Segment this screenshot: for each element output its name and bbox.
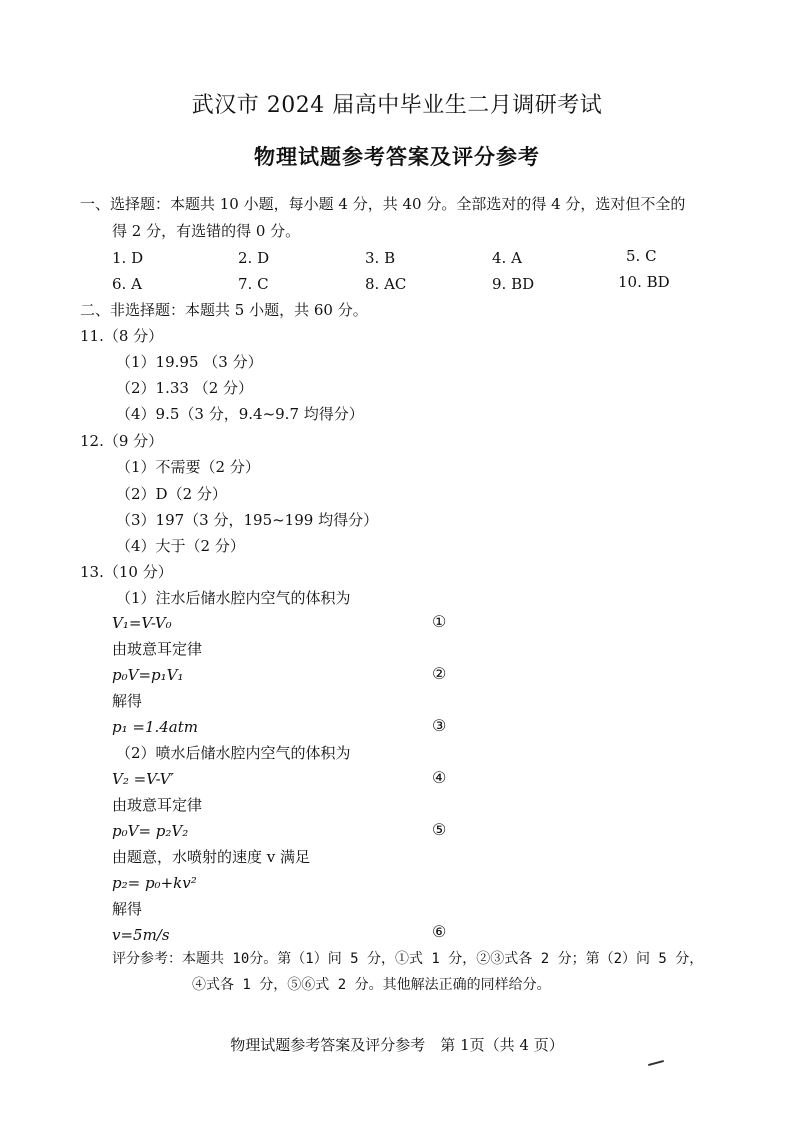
answer-3: 3. B	[365, 249, 396, 267]
scoring-note-line1: 评分参考：本题共 10分。第（1）问 5 分，①式 1 分，②③式各 2 分；第（2）问 5 分，	[112, 951, 704, 967]
q11-line: （1）19.95 （3 分）	[116, 353, 263, 371]
exam-subtitle: 物理试题参考答案及评分参考	[254, 144, 540, 169]
q12-line: （3）197（3 分，195~199 均得分）	[116, 511, 379, 529]
q12-line: （1）不需要（2 分）	[116, 458, 260, 476]
q11-line: （4）9.5（3 分，9.4~9.7 均得分）	[116, 405, 364, 423]
q12-line: （2）D（2 分）	[116, 485, 227, 503]
answer-4: 4. A	[492, 249, 522, 267]
q13-line: 解得	[112, 900, 143, 918]
q13-equation: v=5m/s	[112, 926, 170, 944]
answer-5: 5. C	[626, 247, 657, 265]
answer-7: 7. C	[238, 275, 269, 293]
q13-equation: p₁ =1.4atm	[112, 718, 199, 736]
scoring-note-line2: ④式各 1 分，⑤⑥式 2 分。其他解法正确的同样给分。	[192, 977, 551, 993]
stray-pen-mark	[648, 1060, 664, 1066]
q13-equation: p₂= p₀+kv²	[112, 874, 197, 892]
q13-line: 由玻意耳定律	[112, 796, 203, 814]
answer-9: 9. BD	[492, 275, 535, 293]
answer-2: 2. D	[238, 249, 270, 267]
q13-equation: V₁=V-V₀	[112, 614, 172, 632]
answer-10: 10. BD	[618, 273, 670, 291]
answer-6: 6. A	[112, 275, 142, 293]
q12-line: （4）大于（2 分）	[116, 537, 245, 555]
q12-header: 12.（9 分）	[80, 432, 164, 450]
section2-intro: 二、非选择题：本题共 5 小题，共 60 分。	[80, 301, 368, 319]
q13-line: （1）注水后储水腔内空气的体积为	[116, 589, 351, 607]
q13-equation: V₂ =V-V′	[112, 770, 174, 788]
q13-line: 由玻意耳定律	[112, 640, 203, 658]
q13-equation: p₀V= p₂V₂	[112, 822, 189, 840]
q13-line: 由题意，水喷射的速度 v 满足	[112, 848, 311, 866]
q13-header: 13.（10 分）	[80, 563, 173, 581]
page-footer: 物理试题参考答案及评分参考 第 1页（共 4 页）	[230, 1036, 564, 1054]
section1-intro-line2: 得 2 分，有选错的得 0 分。	[112, 222, 301, 240]
q13-line: 解得	[112, 692, 143, 710]
equation-mark-4: ④	[432, 768, 447, 787]
equation-mark-3: ③	[432, 716, 447, 735]
section1-intro-line1: 一、选择题：本题共 10 小题，每小题 4 分，共 40 分。全部选对的得 4 分，选对但不全的	[80, 195, 686, 213]
equation-mark-2: ②	[432, 664, 447, 683]
q11-line: （2）1.33 （2 分）	[116, 379, 254, 397]
q13-line: （2）喷水后储水腔内空气的体积为	[116, 744, 351, 762]
answer-1: 1. D	[112, 249, 144, 267]
exam-title: 武汉市 2024 届高中毕业生二月调研考试	[191, 93, 603, 118]
q11-header: 11.（8 分）	[80, 327, 164, 345]
equation-mark-5: ⑤	[432, 820, 447, 839]
q13-equation: p₀V=p₁V₁	[112, 666, 184, 684]
equation-mark-6: ⑥	[432, 922, 447, 941]
equation-mark-1: ①	[432, 612, 447, 631]
answer-8: 8. AC	[365, 275, 407, 293]
